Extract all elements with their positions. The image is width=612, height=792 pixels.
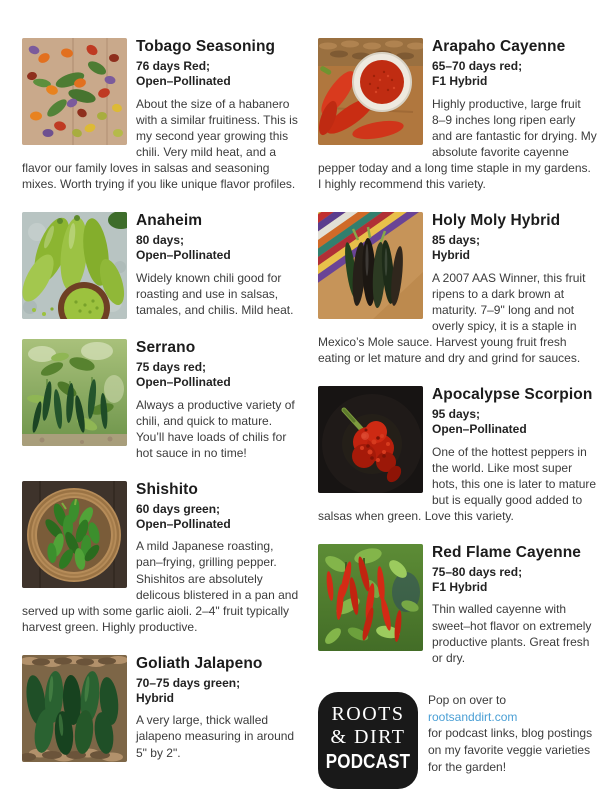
variety-title: Anaheim — [136, 212, 203, 229]
variety-title: Holy Moly Hybrid — [432, 212, 561, 229]
variety-card-serrano — [22, 339, 302, 461]
podcast-rest: for podcast links, blog postings on my favorite veggie varieties for the garden! — [428, 726, 593, 774]
variety-description: A mild Japanese roasting, pan–frying, grilling pepper. Shishitos are absolutely delicous blistered in a pan and served up with some garlic aioli. 2–4" fruit typically harvest green. Highly productive. — [22, 539, 299, 634]
variety-subtitle: 75 days red; Open–Pollinated — [136, 359, 231, 390]
arapaho-cayenne-photo — [318, 38, 423, 145]
podcast-intro: Pop on over to — [428, 692, 507, 707]
apocalypse-scorpion-photo — [318, 386, 423, 493]
variety-card-tobago-seasoning — [22, 38, 302, 192]
variety-description: Always a productive variety of chili, and quick to mature. You’ll have loads of chilis for hot sauce in no time! — [136, 397, 295, 460]
variety-subtitle: 85 days; Hybrid — [432, 232, 481, 263]
variety-subtitle: 80 days; Open–Pollinated — [136, 232, 231, 263]
podcast-promo — [318, 692, 597, 789]
variety-subtitle: 65–70 days red; F1 Hybrid — [432, 58, 523, 89]
variety-title: Arapaho Cayenne — [432, 38, 566, 55]
variety-subtitle: 70–75 days green; Hybrid — [136, 675, 241, 706]
two-column-layout — [22, 38, 597, 792]
holy-moly-photo — [318, 212, 423, 319]
goliath-jalapeno-photo — [22, 655, 127, 762]
variety-title: Goliath Jalapeno — [136, 654, 263, 672]
shishito-photo — [22, 481, 127, 588]
variety-description: A 2007 AAS Winner, this fruit ripens to a dark brown at maturity. 7–9" long and not overly spicy, it is a staple in Mexico’s Mole sauce. Harvest young fruit fresh eating or let mature and dry and grind for sauces. — [318, 270, 586, 365]
variety-description: A very large, thick walled jalapeno measuring in around 5" by 2". — [136, 713, 295, 760]
logo-podcast-line: PODCAST — [325, 750, 411, 773]
variety-description: Widely known chili good for roasting and use in salsas, tamales, and chilis. Mild heat. — [136, 270, 294, 317]
variety-description: Thin walled cayenne with sweet–hot flavor on extremely productive plants. Great fresh or dry. — [432, 602, 592, 665]
rootsanddirt-link[interactable]: rootsanddirt.com — [428, 709, 518, 724]
roots-and-dirt-podcast-logo — [318, 692, 418, 789]
variety-title: Red Flame Cayenne — [432, 543, 582, 561]
variety-card-arapaho-cayenne — [318, 38, 597, 192]
variety-subtitle: 76 days Red; Open–Pollinated — [136, 58, 231, 89]
right-column — [318, 38, 597, 792]
variety-title: Serrano — [136, 339, 196, 356]
variety-subtitle: 75–80 days red; F1 Hybrid — [432, 564, 523, 595]
variety-title: Apocalypse Scorpion — [432, 386, 593, 403]
tobago-seasoning-photo — [22, 38, 127, 145]
variety-card-holy-moly — [318, 212, 597, 366]
variety-card-apocalypse-scorpion — [318, 386, 597, 524]
variety-card-goliath-jalapeno — [22, 655, 302, 762]
variety-title: Tobago Seasoning — [136, 38, 276, 55]
variety-card-anaheim — [22, 212, 302, 319]
logo-dirt-line: & DIRT — [330, 725, 406, 748]
serrano-photo — [22, 339, 127, 446]
logo-roots-line: ROOTS — [331, 702, 405, 725]
variety-title: Shishito — [136, 480, 198, 498]
variety-subtitle: 95 days; Open–Pollinated — [432, 406, 527, 437]
variety-card-shishito — [22, 481, 302, 635]
red-flame-cayenne-photo — [318, 544, 423, 651]
variety-description: Highly productive, large fruit 8–9 inches long ripen early and are fantastic for drying. My absolute favorite cayenne pepper today and a long time staple in my gardens. I highly recommend this variety. — [318, 96, 597, 191]
variety-description: About the size of a habanero with a similar fruitiness. This is my second year growing this chili. Very mild heat, and a flavor our family loves in salsas and seasoning mixes. Worth trying if you like unique flavor profiles. — [22, 96, 298, 191]
left-column — [22, 38, 302, 792]
variety-card-red-flame-cayenne — [318, 544, 597, 666]
variety-description: One of the hottest peppers in the world. Like most super hots, this one is later to mature but is equally good added to salsas when green. Love this variety. — [318, 444, 597, 523]
anaheim-photo — [22, 212, 127, 319]
variety-subtitle: 60 days green; Open–Pollinated — [136, 501, 231, 532]
